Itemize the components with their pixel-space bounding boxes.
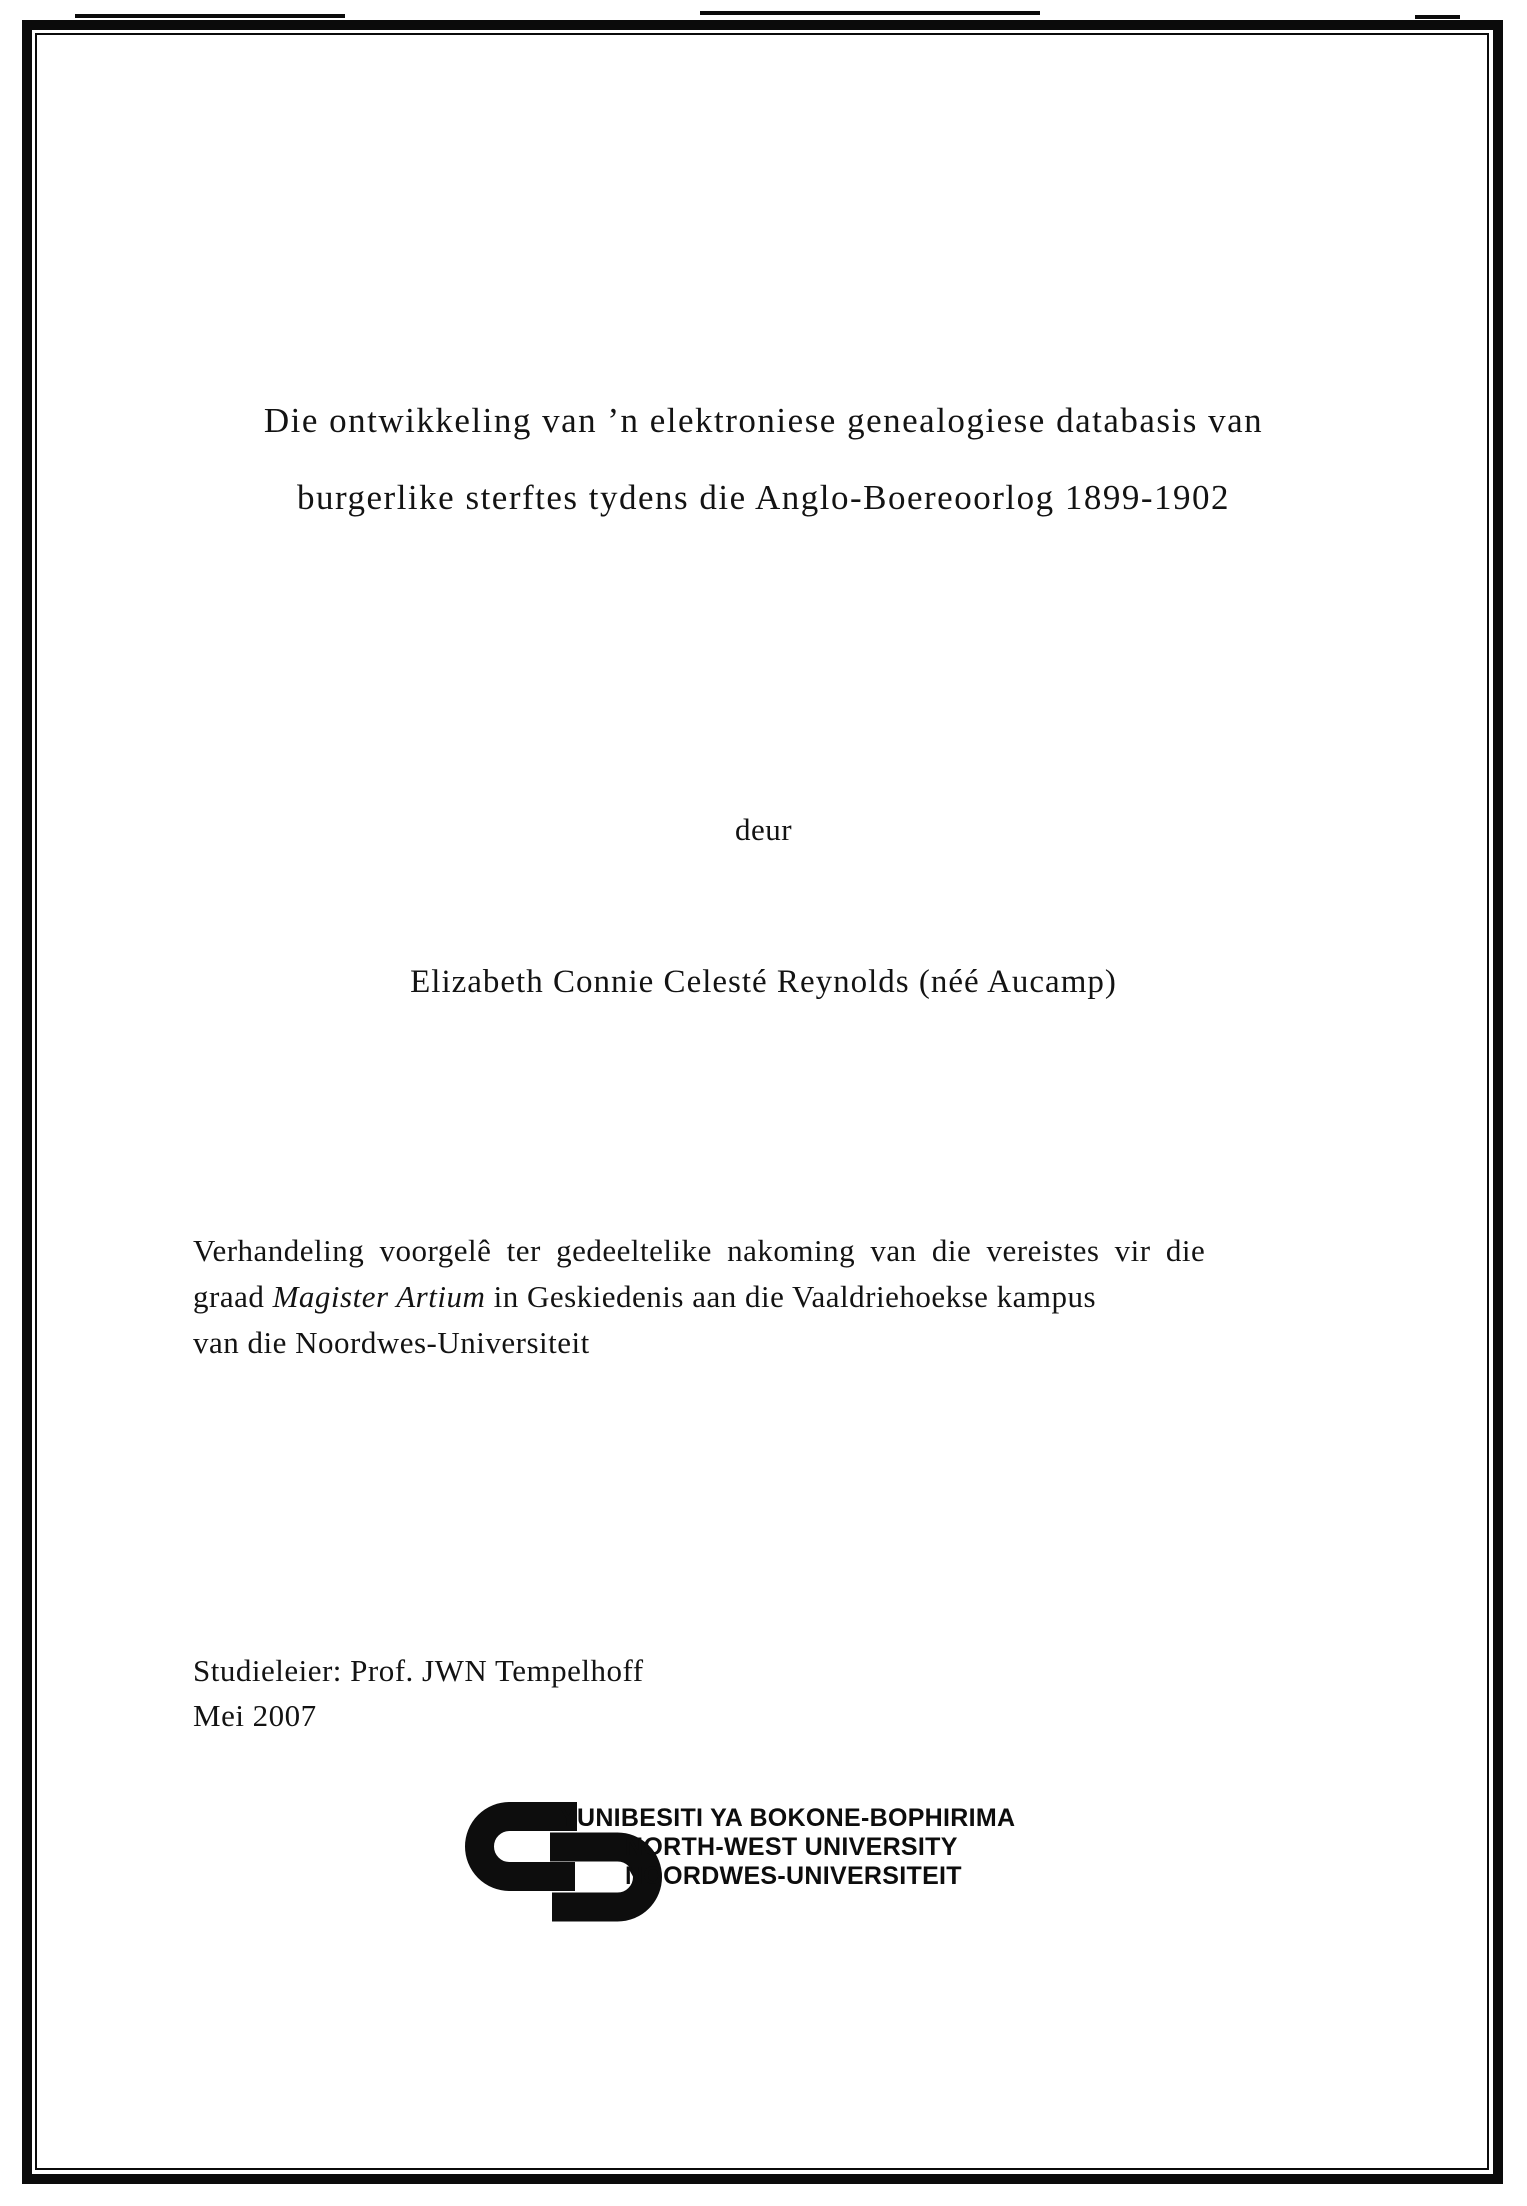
byline-label: deur — [734, 812, 793, 847]
degree-description-line-3: van die Noordwes-Universiteit — [193, 1325, 590, 1360]
logo-text-afrikaans: NOORDWES-UNIVERSITEIT — [625, 1862, 962, 1890]
degree-description-line-2 — [193, 1274, 1348, 1320]
degree-line2-prefix: graad — [193, 1279, 273, 1314]
thesis-title-line-1: Die ontwikkeling van ’n elektroniese genealogiese databasis van — [263, 401, 1264, 440]
scan-noise — [75, 14, 345, 18]
scan-noise — [700, 11, 1040, 15]
university-logo — [465, 1798, 1085, 1938]
degree-name-italic: Magister Artium — [272, 1279, 486, 1314]
supervisor-line: Studieleier: Prof. JWN Tempelhoff — [193, 1653, 644, 1688]
thesis-title-line-2: burgerlike sterftes tydens die Anglo-Boereoorlog 1899-1902 — [297, 478, 1230, 517]
degree-description — [193, 1228, 1348, 1366]
degree-description-line-1: Verhandeling voorgelê ter gedeeltelike nakoming van die vereistes vir die — [193, 1233, 1206, 1268]
supervisor-block — [193, 1648, 644, 1738]
degree-line2-suffix: in Geskiedenis aan die Vaaldriehoekse kampus — [485, 1279, 1097, 1314]
author-name: Elizabeth Connie Celesté Reynolds (néé Aucamp) — [410, 964, 1117, 1000]
scan-noise — [1415, 15, 1460, 19]
logo-text-setswana: YUNIBESITI YA BOKONE-BOPHIRIMA — [560, 1804, 1016, 1832]
date-line: Mei 2007 — [193, 1698, 317, 1733]
logo-text-english: NORTH-WEST UNIVERSITY — [625, 1833, 958, 1861]
university-logo-text — [560, 1804, 1015, 1891]
